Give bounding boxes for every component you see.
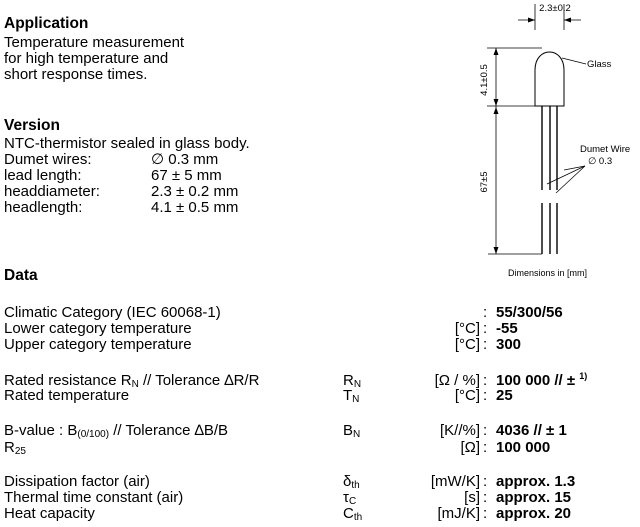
r25-unit: [Ω]: [460, 439, 480, 456]
rated-temp-colon: :: [483, 387, 488, 404]
spec-value-wires: ∅ 0.3 mm: [151, 151, 219, 168]
lower-temp-value: -55: [496, 320, 518, 337]
spec-value-lead: 67 ± 5 mm: [151, 167, 222, 184]
rated-resistance-symbol: $R_N$: [343, 372, 362, 390]
application-line-1: Temperature measurement: [4, 34, 185, 51]
rated-resistance-unit: [Ω / %]: [434, 372, 480, 389]
dim-width-label: 2.3±0.2: [539, 3, 571, 14]
thermal-constant-value: approx. 15: [496, 489, 572, 506]
dim-lead-label: 67±5: [479, 171, 490, 193]
thermal-constant-colon: :: [483, 489, 488, 506]
spec-label-lead: lead length:: [4, 167, 82, 184]
lower-temp-unit: [°C]: [454, 320, 480, 337]
dissipation-unit: [mW/K]: [430, 473, 480, 490]
dimensions-caption: Dimensions in [mm]: [508, 268, 588, 278]
climatic-label: Climatic Category (IEC 60068-1): [4, 304, 221, 321]
bvalue-colon: :: [483, 422, 488, 439]
rated-resistance-label: Rated resistance $R_N$ // Tolerance ∆R/R: [4, 372, 260, 390]
rated-resistance-value: 100 000 // ± $^{1)}$: [496, 371, 588, 389]
upper-temp-value: 300: [496, 336, 522, 353]
bvalue-symbol: $B_N$: [343, 422, 361, 440]
rated-temp-value: 25: [496, 387, 513, 404]
version-description: NTC-thermistor sealed in glass body.: [4, 135, 250, 152]
version-heading: Version: [4, 117, 60, 134]
upper-temp-colon: :: [483, 336, 488, 353]
upper-temp-label: Upper category temperature: [4, 336, 192, 353]
dissipation-label: Dissipation factor (air): [4, 473, 150, 490]
r25-label: $R_{25}$: [4, 439, 26, 457]
dissipation-colon: :: [483, 473, 488, 490]
thermal-constant-label: Thermal time constant (air): [4, 489, 184, 506]
thermal-constant-symbol: $\tau_C$: [343, 489, 357, 507]
dissipation-value: approx. 1.3: [496, 473, 576, 490]
heat-capacity-colon: :: [483, 505, 488, 522]
r25-colon: :: [483, 439, 488, 456]
spec-value-headdiameter: 2.3 ± 0.2 mm: [151, 183, 239, 200]
dissipation-symbol: $\delta_{th}$: [343, 473, 360, 491]
application-line-3: short response times.: [4, 66, 148, 83]
heat-capacity-label: Heat capacity: [4, 505, 95, 522]
rated-temp-unit: [°C]: [454, 387, 480, 404]
rated-temp-label: Rated temperature: [4, 387, 130, 404]
heat-capacity-value: approx. 20: [496, 505, 572, 522]
climatic-colon: :: [483, 304, 488, 321]
climatic-value: 55/300/56: [496, 304, 563, 321]
bvalue-label: B-value : $B_{(0/100)}$ // Tolerance ∆B/B: [4, 422, 229, 440]
application-line-2: for high temperature and: [4, 50, 169, 67]
thermistor-dimension-drawing: [460, 0, 640, 285]
heat-capacity-symbol: $C_{th}$: [343, 505, 363, 523]
heat-capacity-unit: [mJ/K]: [437, 505, 480, 522]
spec-label-wires: Dumet wires:: [4, 151, 92, 168]
spec-value-headlength: 4.1 ± 0.5 mm: [151, 199, 239, 216]
upper-temp-unit: [°C]: [454, 336, 480, 353]
glass-head-outline: [535, 52, 564, 106]
glass-label: Glass: [587, 59, 612, 70]
application-heading: Application: [4, 15, 89, 32]
dumet-wire-label: Dumet Wire: [580, 144, 631, 155]
lower-temp-label: Lower category temperature: [4, 320, 192, 337]
bvalue-unit: [K//%]: [439, 422, 480, 439]
spec-label-headlength: headlength:: [4, 199, 83, 216]
r25-value: 100 000: [496, 439, 551, 456]
lower-temp-colon: :: [483, 320, 488, 337]
data-heading: Data: [4, 267, 38, 284]
dumet-diameter-label: ∅ 0.3: [588, 156, 613, 167]
thermal-constant-unit: [s]: [464, 489, 480, 506]
rated-temp-symbol: $T_N$: [343, 387, 360, 405]
bvalue-value: 4036 // ± 1: [496, 422, 567, 439]
rated-resistance-colon: :: [483, 372, 488, 389]
spec-label-headdiameter: headdiameter:: [4, 183, 100, 200]
dim-head-label: 4.1±0.5: [479, 64, 490, 96]
